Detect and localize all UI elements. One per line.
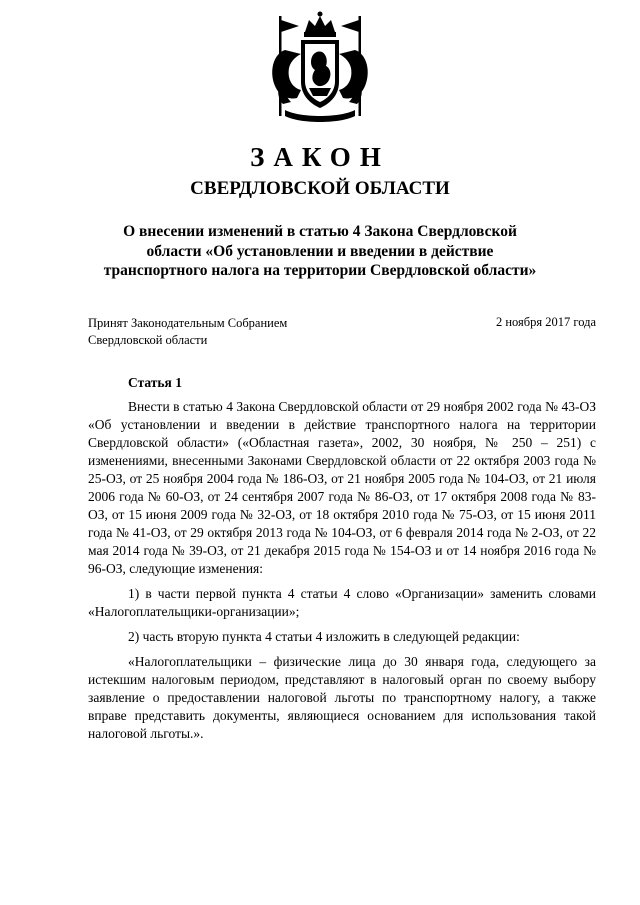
article-paragraph: 2) часть вторую пункта 4 статьи 4 изложить в следующей редакции: <box>128 629 520 644</box>
adopted-by-line1: Принят Законодательным Собранием <box>88 316 288 330</box>
adopted-by-line2: Свердловской области <box>88 333 208 347</box>
adoption-block <box>88 315 287 349</box>
article-title: Статья 1 <box>128 375 182 390</box>
article-paragraph: Внести в статью 4 Закона Свердловской области от 29 ноября 2002 года № 43-ОЗ «Об установлении и введении в действие транспортного налога на территории Свердловской области» («Областная газета», 2002, 30 ноября, № 250 – 251) с изменениями, внесенными Законами Свердловской области от 22 октября 2003 года № 25-ОЗ, от 25 ноября 2004 года № 186-ОЗ, от 21 ноября 2005 года № 104-ОЗ, от 21 июля 2006 года № 60-ОЗ, от 24 сентября 2007 года № 86-ОЗ, от 17 октября 2008 года № 83-ОЗ, от 15 июня 2009 года № 32-ОЗ, от 18 октября 2010 года № 75-ОЗ, от 15 июня 2011 года № 41-ОЗ, от 29 октября 2013 года № 104-ОЗ, от 6 февраля 2014 года № 2-ОЗ, от 22 мая 2014 года № 39-ОЗ, от 21 декабря 2015 года № 154-ОЗ и от 14 ноября 2016 года № 96-ОЗ, следующие изменения: <box>88 399 596 576</box>
article-paragraph: 1) в части первой пункта 4 статьи 4 слово «Организации» заменить словами «Налогоплательщики-организации»; <box>88 586 596 619</box>
document-subject: О внесении изменений в статью 4 Закона Свердловской области «Об установлении и введении в действие транспортного налога на территории Свердловской области» <box>103 223 537 279</box>
document-region: СВЕРДЛОВСКОЙ ОБЛАСТИ <box>190 178 450 199</box>
article-body <box>88 398 596 750</box>
document-title: ЗАКОН <box>250 142 390 172</box>
adoption-date: 2 ноября 2017 года <box>495 315 596 329</box>
article-paragraph: «Налогоплательщики – физические лица до 30 января года, следующего за истекшим налоговым периодом, представляют в налоговый орган по своему выбору заявление о предоставлении налоговой льготы по транспортному налогу, а также вправе представить документы, являющиеся основанием для использования такой налоговой льготы.». <box>88 654 596 741</box>
coat-of-arms-icon <box>255 10 385 126</box>
